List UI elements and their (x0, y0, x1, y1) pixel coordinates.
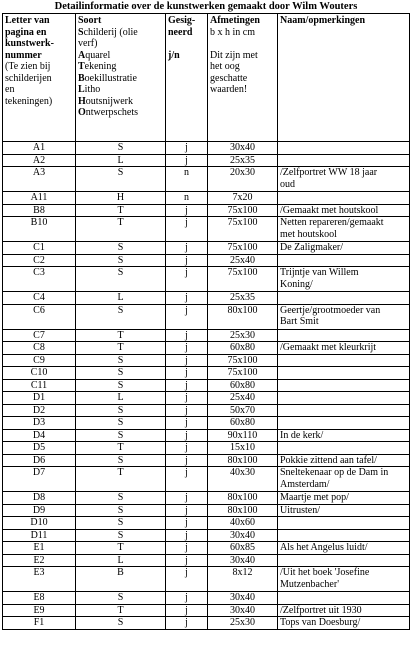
row-signed: j (166, 529, 208, 542)
row-type: S (76, 267, 166, 292)
row-remark (278, 292, 410, 305)
row-signed: j (166, 617, 208, 630)
row-size: 75x100 (208, 354, 278, 367)
row-type: S (76, 242, 166, 255)
row-signed: j (166, 517, 208, 530)
row-code: A3 (3, 167, 76, 192)
row-remark (278, 204, 410, 217)
row-code: D2 (3, 404, 76, 417)
row-type: S (76, 142, 166, 155)
table-row (3, 354, 410, 367)
table-row (3, 404, 410, 417)
row-type: T (76, 604, 166, 617)
row-size: 60x80 (208, 379, 278, 392)
table-row (3, 379, 410, 392)
row-remark (278, 379, 410, 392)
remark-line: Amsterdam/ (280, 478, 330, 490)
row-size: 30x40 (208, 604, 278, 617)
row-signed: j (166, 342, 208, 355)
page-title: Detailinformatie over de kunstwerken gemaakt door Wilm Wouters (54, 1, 358, 12)
row-size: 25x35 (208, 292, 278, 305)
row-code: A11 (3, 192, 76, 205)
row-code: D8 (3, 492, 76, 505)
row-code: D3 (3, 417, 76, 430)
row-remark (278, 592, 410, 605)
row-code: C11 (3, 379, 76, 392)
table-row (3, 204, 410, 217)
row-signed: j (166, 379, 208, 392)
table-row (3, 267, 410, 292)
row-size: 25x30 (208, 617, 278, 630)
artwork-table (2, 13, 410, 630)
row-remark (278, 242, 410, 255)
row-signed: j (166, 304, 208, 329)
row-signed: n (166, 167, 208, 192)
row-code: C10 (3, 367, 76, 380)
row-size: 30x40 (208, 554, 278, 567)
remark-line: Uitrusten/ (280, 504, 320, 516)
row-type: S (76, 429, 166, 442)
row-remark (278, 604, 410, 617)
remark-line: De Zaligmaker/ (280, 242, 344, 253)
row-type: S (76, 379, 166, 392)
row-signed: j (166, 292, 208, 305)
row-type: B (76, 567, 166, 592)
row-type: T (76, 442, 166, 455)
row-type: S (76, 492, 166, 505)
row-remark (278, 467, 410, 492)
row-type: S (76, 304, 166, 329)
header-remarks: Naam/opmerkingen (278, 14, 410, 142)
row-type: T (76, 204, 166, 217)
row-signed: j (166, 592, 208, 605)
row-size: 30x40 (208, 592, 278, 605)
remark-line: Sneltekenaar op de Dam in (280, 467, 389, 478)
table-row (3, 342, 410, 355)
row-type: T (76, 542, 166, 555)
row-size: 60x85 (208, 542, 278, 555)
table-row (3, 554, 410, 567)
row-code: D9 (3, 504, 76, 517)
remark-line: Geertje/grootmoeder van (280, 304, 381, 316)
row-signed: j (166, 604, 208, 617)
row-remark (278, 167, 410, 192)
row-signed: j (166, 367, 208, 380)
row-size: 80x100 (208, 492, 278, 505)
row-size: 75x100 (208, 217, 278, 242)
row-size: 25x35 (208, 154, 278, 167)
row-remark (278, 617, 410, 630)
row-code: D5 (3, 442, 76, 455)
remark-line: met houtskool (280, 228, 337, 240)
row-size: 25x30 (208, 329, 278, 342)
row-size: 60x80 (208, 342, 278, 355)
row-code: D6 (3, 454, 76, 467)
row-code: C7 (3, 329, 76, 342)
row-remark (278, 192, 410, 205)
row-code: D11 (3, 529, 76, 542)
row-remark (278, 142, 410, 155)
row-remark (278, 392, 410, 405)
table-row (3, 417, 410, 430)
row-signed: j (166, 567, 208, 592)
row-code: C8 (3, 342, 76, 355)
row-signed: j (166, 329, 208, 342)
row-type: S (76, 592, 166, 605)
row-type: H (76, 192, 166, 205)
row-signed: n (166, 192, 208, 205)
row-code: C1 (3, 242, 76, 255)
table-row (3, 467, 410, 492)
table-row (3, 517, 410, 530)
row-remark (278, 567, 410, 592)
row-code: A1 (3, 142, 76, 155)
row-signed: j (166, 417, 208, 430)
row-type: L (76, 154, 166, 167)
table-row (3, 167, 410, 192)
row-remark (278, 217, 410, 242)
row-signed: j (166, 492, 208, 505)
row-signed: j (166, 354, 208, 367)
row-code: A2 (3, 154, 76, 167)
row-remark (278, 517, 410, 530)
row-size: 60x80 (208, 417, 278, 430)
row-size: 80x100 (208, 304, 278, 329)
row-size: 75x100 (208, 204, 278, 217)
row-size: 80x100 (208, 454, 278, 467)
row-size: 75x100 (208, 242, 278, 255)
row-type: L (76, 292, 166, 305)
row-code: D10 (3, 517, 76, 530)
table-row (3, 542, 410, 555)
row-type: S (76, 454, 166, 467)
row-remark (278, 554, 410, 567)
row-remark (278, 429, 410, 442)
row-remark (278, 492, 410, 505)
table-row (3, 392, 410, 405)
remark-line: Als het Angelus luidt/ (280, 542, 368, 553)
row-remark (278, 342, 410, 355)
row-type: S (76, 504, 166, 517)
table-row (3, 529, 410, 542)
remark-line: /Zelfportret WW 18 jaar (280, 167, 378, 178)
header-letter-number: Letter van pagina en kunstwerk- nummer (Te zien bij schilderijen en tekeningen) (3, 14, 76, 142)
row-size: 75x100 (208, 367, 278, 380)
table-row (3, 142, 410, 155)
remark-line: Maartje met pop/ (280, 492, 349, 503)
row-code: E3 (3, 567, 76, 592)
table-row (3, 504, 410, 517)
row-size: 20x30 (208, 167, 278, 192)
table-row (3, 304, 410, 329)
row-code: C4 (3, 292, 76, 305)
row-size: 50x70 (208, 404, 278, 417)
row-code: E2 (3, 554, 76, 567)
table-row (3, 242, 410, 255)
row-remark (278, 417, 410, 430)
row-remark (278, 442, 410, 455)
row-remark (278, 367, 410, 380)
table-row (3, 367, 410, 380)
row-type: T (76, 217, 166, 242)
row-signed: j (166, 254, 208, 267)
remark-line: Pokkie zittend aan tafel/ (280, 454, 377, 466)
row-code: E9 (3, 604, 76, 617)
row-remark (278, 304, 410, 329)
remark-line: Netten repareren/gemaakt (280, 217, 384, 228)
row-signed: j (166, 504, 208, 517)
row-code: B10 (3, 217, 76, 242)
row-type: S (76, 367, 166, 380)
row-code: D1 (3, 392, 76, 405)
row-remark (278, 154, 410, 167)
row-type: S (76, 617, 166, 630)
table-header-row (3, 14, 410, 142)
row-signed: j (166, 542, 208, 555)
table-row (3, 442, 410, 455)
remark-line: Bart Smit (280, 316, 319, 327)
row-signed: j (166, 142, 208, 155)
row-code: D4 (3, 429, 76, 442)
row-size: 25x40 (208, 392, 278, 405)
row-type: T (76, 342, 166, 355)
row-code: C6 (3, 304, 76, 329)
row-code: D7 (3, 467, 76, 492)
row-code: C2 (3, 254, 76, 267)
row-signed: j (166, 154, 208, 167)
row-type: S (76, 417, 166, 430)
row-remark (278, 254, 410, 267)
row-remark (278, 267, 410, 292)
header-signed: Gesig- neerd j/n (166, 14, 208, 142)
row-type: S (76, 517, 166, 530)
row-size: 15x10 (208, 442, 278, 455)
table-row (3, 192, 410, 205)
row-size: 8x12 (208, 567, 278, 592)
table-row (3, 329, 410, 342)
remark-line: Mutzenbacher' (280, 578, 339, 590)
row-signed: j (166, 404, 208, 417)
row-signed: j (166, 392, 208, 405)
row-type: T (76, 467, 166, 492)
row-code: E1 (3, 542, 76, 555)
table-row (3, 454, 410, 467)
row-remark (278, 504, 410, 517)
row-size: 90x110 (208, 429, 278, 442)
row-signed: j (166, 554, 208, 567)
row-size: 80x100 (208, 504, 278, 517)
table-row (3, 617, 410, 630)
remark-line: /Gemaakt met kleurkrijt (280, 342, 377, 353)
table-row (3, 292, 410, 305)
row-type: L (76, 554, 166, 567)
row-type: S (76, 404, 166, 417)
row-code: C9 (3, 354, 76, 367)
row-type: L (76, 392, 166, 405)
row-signed: j (166, 442, 208, 455)
row-signed: j (166, 267, 208, 292)
row-size: 7x20 (208, 192, 278, 205)
row-signed: j (166, 454, 208, 467)
remark-line: oud (280, 178, 295, 190)
table-row (3, 217, 410, 242)
row-code: B8 (3, 204, 76, 217)
remark-line: /Gemaakt met houtskool (280, 204, 379, 216)
row-signed: j (166, 217, 208, 242)
table-row (3, 567, 410, 592)
table-row (3, 429, 410, 442)
row-type: S (76, 354, 166, 367)
header-type: Soort Schilderij (olie verf) Aquarel Tekening Boekillustratie Litho Houtsnijwerk Ontwerpschets (76, 14, 166, 142)
row-size: 75x100 (208, 267, 278, 292)
row-size: 30x40 (208, 529, 278, 542)
row-size: 30x40 (208, 142, 278, 155)
remark-line: Trijntje van Willem (280, 267, 359, 278)
table-row (3, 592, 410, 605)
remark-line: Koning/ (280, 278, 313, 290)
row-type: S (76, 254, 166, 267)
row-signed: j (166, 429, 208, 442)
row-type: S (76, 167, 166, 192)
row-code: C3 (3, 267, 76, 292)
row-code: F1 (3, 617, 76, 630)
row-signed: j (166, 467, 208, 492)
row-size: 40x60 (208, 517, 278, 530)
row-size: 25x40 (208, 254, 278, 267)
row-signed: j (166, 242, 208, 255)
row-remark (278, 542, 410, 555)
table-row (3, 154, 410, 167)
row-type: S (76, 529, 166, 542)
row-remark (278, 329, 410, 342)
remark-line: /Uit het boek 'Josefine (280, 567, 370, 578)
row-type: T (76, 329, 166, 342)
table-row (3, 254, 410, 267)
remark-line: In de kerk/ (280, 429, 324, 441)
row-signed: j (166, 204, 208, 217)
row-remark (278, 354, 410, 367)
table-row (3, 604, 410, 617)
row-code: E8 (3, 592, 76, 605)
remark-line: Tops van Doesburg/ (280, 617, 361, 628)
row-remark (278, 454, 410, 467)
row-remark (278, 529, 410, 542)
row-remark (278, 404, 410, 417)
header-dimensions: Afmetingen b x h in cm Dit zijn met het oog geschatte waarden! (208, 14, 278, 142)
row-size: 40x30 (208, 467, 278, 492)
table-row (3, 492, 410, 505)
remark-line: /Zelfportret uit 1930 (280, 604, 362, 616)
